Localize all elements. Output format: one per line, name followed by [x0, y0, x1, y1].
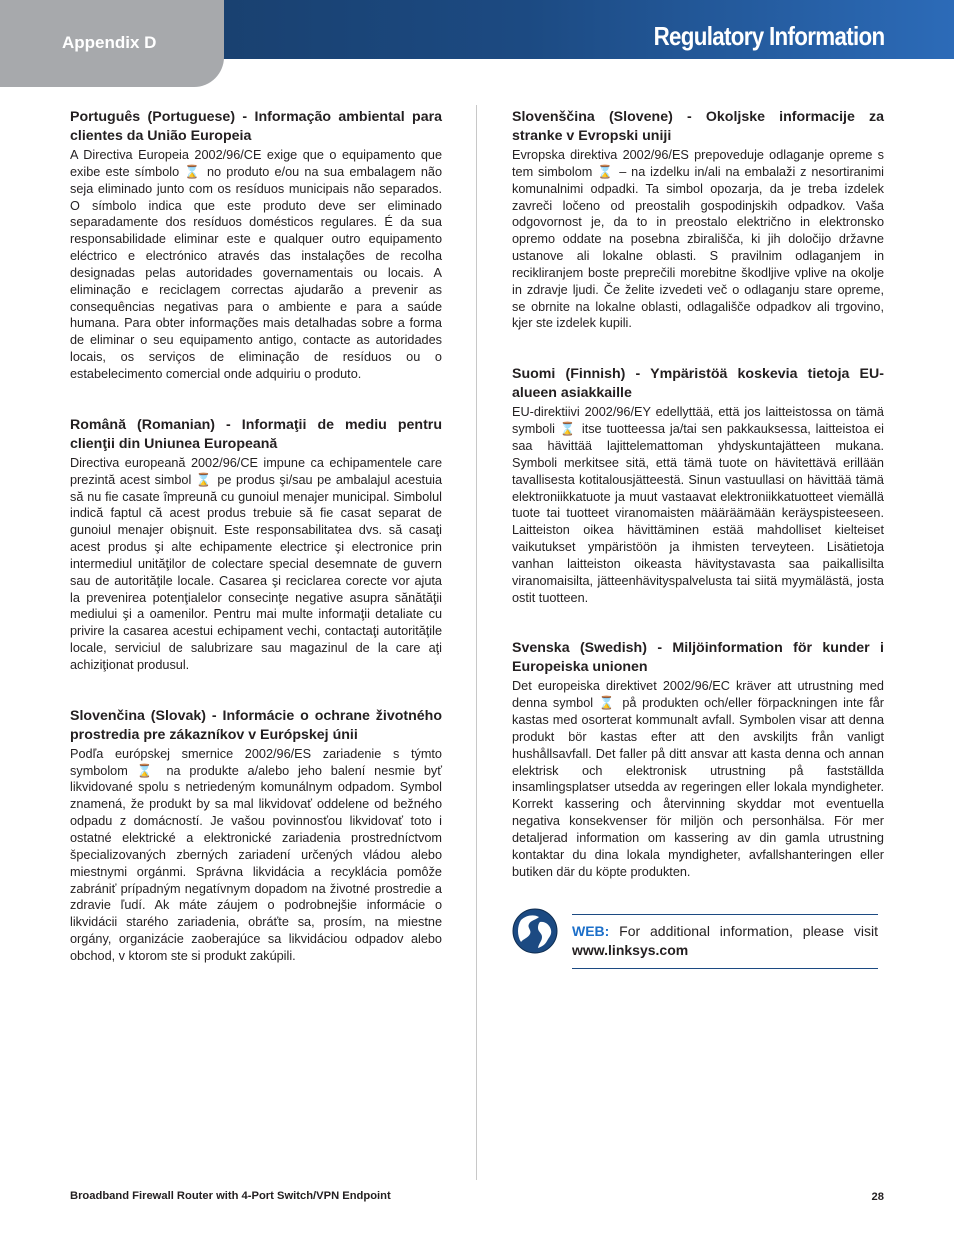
section-body: A Directiva Europeia 2002/96/CE exige que o equipamento que exibe este símbolo ⌛ no produto e/ou na sua embalagem não seja eliminado junto com os resíduos municipais não separados. O símbolo indica que este produto deve ser eliminado separadamente dos resíduos domésticos regulares. É da sua responsabilidade eliminar este e qualquer outro equipamento eléctrico e electrónico através das instalações de recolha designadas pelas autoridades governamentais ou locais. A eliminação e reciclagem correctas ajudarão a prevenir as consequências negativas para o ambiente e para a saúde humana. Para obter informações mais detalhadas sobre a forma de eliminar o seu equipamento antigo, contacte as autoridades locais, os serviços de eliminação de resíduos ou o estabelecimento comercial onde adquiriu o produto. — [70, 148, 442, 381]
page-number: 28 — [871, 1191, 884, 1203]
section-body: Det europeiska direktivet 2002/96/EC kräver att utrustning med denna symbol ⌛ på produkten och/eller förpackningen inte får kastas med osorterat kommunalt avfall. Symbolen visar att denna produkt bör kastas efter att den avskiljts från vanligt hushållsavfall. Det faller på ditt ansvar att kasta denna och annan elektrisk och elektronisk utrustning på fastställda insamlingsplatser utsedda av regeringen eller lokala myndigheter. Korrekt kassering och återvinning skyddar mot eventuella negativa konsekvenser för miljön och personhälsa. För mer detaljerad information om kassering av din gamla utrustning kontaktar du dina lokala myndigheter, avfallshanteringen eller butiken där du köpte produkten. — [512, 679, 884, 879]
appendix-label: Appendix D — [62, 33, 157, 52]
footer-product-name: Broadband Firewall Router with 4-Port Switch/VPN Endpoint — [70, 1190, 391, 1202]
section-slovak — [70, 707, 442, 965]
linksys-link[interactable]: www.linksys.com — [572, 941, 689, 958]
section-body: Evropska direktiva 2002/96/ES prepoveduje odlaganje opreme s tem simbolom ⌛ – na izdelku in/ali na embalaži z nesortiranimi komunalnimi odpadki. Ta simbol opozarja, da je treba izdelek zavreči ločeno od preostalih gospodinjskih odpadkov. Vaša odgovornost je, da to in preostalo električno in elektronsko opremo oddate na posebna zbirališča, ki jih določijo državne ustanove ali lokalne oblasti. S pravilnim odlaganjem in recikliranjem boste preprečili morebitne škodljive vplive na okolje in zdravje ljudi. Če želite izvedeti več o odlaganju stare opreme, se obrnite na lokalne oblasti, odlagališče odpadkov ali trgovino, kjer ste izdelek kupili. — [512, 148, 884, 331]
section-portuguese — [70, 108, 442, 383]
web-rule-bottom — [572, 968, 878, 969]
left-column — [70, 108, 442, 998]
web-message: For additional information, please visit — [619, 922, 878, 939]
section-romanian — [70, 416, 442, 674]
section-body: Directiva europeană 2002/96/CE impune ca echipamentele care prezintă acest simbol ⌛ pe produs şi/sau pe ambalajul acestuia să nu fie casate împreună cu gunoiul menajer municipal. Simbolul indică faptul că acest produs trebuie să fie casat separat de gunoiul menajer obişnuit. Este responsabilitatea dvs. să casaţi acest produs şi alte echipamente electrice şi electronice prin intermediul unităţilor de colectare special desemnate de guvern sau de autorităţile locale. Casarea şi reciclarea corecte vor ajuta la prevenirea potenţialelor consecinţe negative asupra sănătăţii mediului şi a oamenilor. Pentru mai multe informaţii detaliate cu privire la casarea acestui echipament vechi, contactaţi autorităţile locale, serviciul de salubrizare sau magazinul de la care aţi achiziţionat produsul. — [70, 455, 442, 672]
section-slovene — [512, 108, 884, 332]
section-title: Română (Romanian) - Informaţii de mediu pentru clienţii din Uniunea Europeană — [70, 416, 442, 452]
section-title: Svenska (Swedish) - Miljöinformation för kunder i Europeiska unionen — [512, 640, 884, 676]
section-swedish — [512, 639, 884, 880]
section-finnish — [512, 365, 884, 606]
section-body: Podľa európskej smernice 2002/96/ES zariadenie s týmto symbolom ⌛ na produkte a/alebo jeho balení nesmie byť likvidované spolu s netriedeným komunálnym odpadom. Symbol znamená, že produkt by sa mal likvidovať oddelene od bežného odpadu z domácností. Je vašou povinnosťou likvidovať toto i ostatné elektrické a elektronické zariadenia prostredníctvom špecializovaných zberných zariadení určených vládou alebo miestnymi orgánmi. Správna likvidácia a recyklácia pomôže zabrániť prípadným negatívnym dopadom na životné prostredie a zdravie ľudí. Ak máte záujem o podrobnejšie informácie o likvidácii starého zariadenia, obráťte sa, prosím, na miestne orgány, organizácie zaoberajúce sa likvidáciou odpadov alebo obchod, v ktorom ste si produkt zakúpili. — [70, 746, 442, 963]
web-note — [512, 914, 884, 994]
globe-icon — [512, 908, 558, 954]
web-rule-top — [572, 914, 878, 915]
page-title: Regulatory Information — [653, 21, 884, 51]
section-body: EU-direktiivi 2002/96/EY edellyttää, että jos laitteistossa on tämä symboli ⌛ itse tuotteessa ja/tai sen pakkauksessa, laitteistoa ei saa hävittää lajittelemattoman yhdyskuntajätteen mukana. Symboli merkitsee sitä, että tämä tuote on hävitettävä erillään tavallisesta kotitalousjätteestä. Sinun vastuullasi on hävittää tämä elektroniikkatuote ja muut vastaavat elektroniikkatuotteet viemällä tuote tai tuotteet viranomaisten määräämään keräyspisteeseen. Laitteiston oikea hävittäminen estää mahdolliset kielteiset vaikutukset ympäristöön ja ihmisten terveyteen. Lisätietoja vanhan laitteiston oikeasta hävitystavasta saa paikallisilta viranomaisilta, jätteenhävityspalvelusta tai siitä myymälästä, josta ostit tuotteen. — [512, 405, 884, 605]
web-text — [572, 922, 878, 960]
section-title: Português (Portuguese) - Informação ambiental para clientes da União Europeia — [70, 109, 442, 144]
column-divider — [476, 105, 477, 1180]
section-title: Slovenščina (Slovene) - Okoljske informacije za stranke v Evropski uniji — [512, 109, 884, 144]
section-title: Suomi (Finnish) - Ympäristöä koskevia tietoja EU-alueen asiakkaille — [512, 366, 884, 402]
page-header — [0, 0, 954, 87]
web-label: WEB: — [572, 922, 610, 939]
right-column — [512, 108, 884, 994]
section-title: Slovenčina (Slovak) - Informácie o ochrane životného prostredia pre zákazníkov v Európskej únii — [70, 707, 442, 743]
